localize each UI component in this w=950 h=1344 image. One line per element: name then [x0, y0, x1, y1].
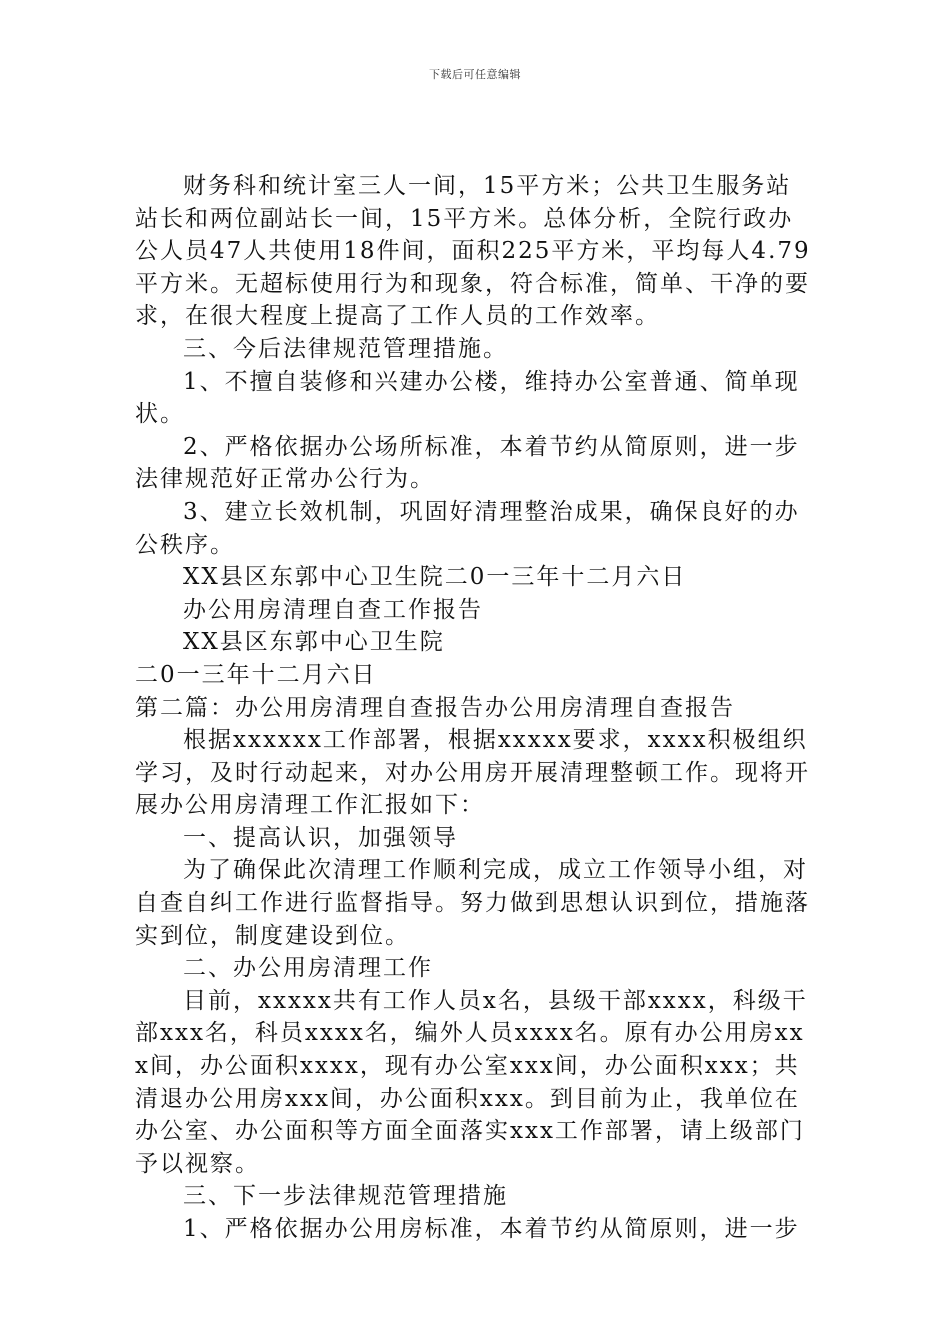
paragraph-staff-and-rooms: 目前，xxxxx共有工作人员x名，县级干部xxxx，科级干部xxx名，科员xxxx名，编外人员xxxx名。原有办公用房xxx间，办公面积xxxx，现有办公室xxx间，办公面积xxx；共清退办公用房xxx间，办公面积xxx。到目前为止，我单位在办公室、办公面积等方面全面落实xxx工作部署，请上级部门予以视察。	[135, 987, 808, 1177]
section-heading-awareness: 一、提高认识，加强领导	[183, 824, 458, 851]
list-item-measure-3: 3、建立长效机制，巩固好清理整治成果，确保良好的办公秩序。	[135, 498, 800, 558]
report-title: 办公用房清理自查工作报告	[183, 596, 483, 623]
list-item-next-step-1: 1、严格依据办公用房标准，本着节约从简原则，进一步	[183, 1216, 800, 1242]
section-heading-future-measures: 三、今后法律规范管理措施。	[183, 335, 508, 362]
section-heading-next-steps: 三、下一步法律规范管理措施	[183, 1183, 508, 1210]
report-date: 二0一三年十二月六日	[135, 661, 377, 688]
signature-line: XX县区东郭中心卫生院二0一三年十二月六日	[183, 564, 687, 591]
section-heading-cleanup-work: 二、办公用房清理工作	[183, 955, 433, 982]
list-item-measure-2: 2、严格依据办公场所标准，本着节约从简原则，进一步法律规范好正常办公行为。	[135, 433, 800, 493]
list-item-measure-1: 1、不擅自装修和兴建办公楼，维持办公室普通、简单现状。	[135, 368, 800, 428]
header-note: 下载后可任意编辑	[429, 68, 521, 81]
document-body	[135, 170, 815, 1246]
paragraph-office-summary: 财务科和统计室三人一间，15平方米；公共卫生服务站站长和两位副站长一间，15平方米。总体分析，全院行政办公人员47人共使用18件间，面积225平方米，平均每人4.79平方米。无超标使用行为和现象，符合标准，简单、干净的要求，在很大程度上提高了工作人员的工作效率。	[135, 173, 811, 330]
paragraph-introduction: 根据xxxxxx工作部署，根据xxxxx要求，xxxx积极组织学习，及时行动起来，对办公用房开展清理整顿工作。现将开展办公用房清理工作汇报如下：	[135, 727, 810, 819]
chapter-heading-part-two: 第二篇：办公用房清理自查报告办公用房清理自查报告	[135, 694, 735, 721]
paragraph-leadership: 为了确保此次清理工作顺利完成，成立工作领导小组，对自查自纠工作进行监督指导。努力做到思想认识到位，措施落实到位，制度建设到位。	[135, 857, 810, 949]
report-organization: XX县区东郭中心卫生院	[183, 629, 445, 656]
